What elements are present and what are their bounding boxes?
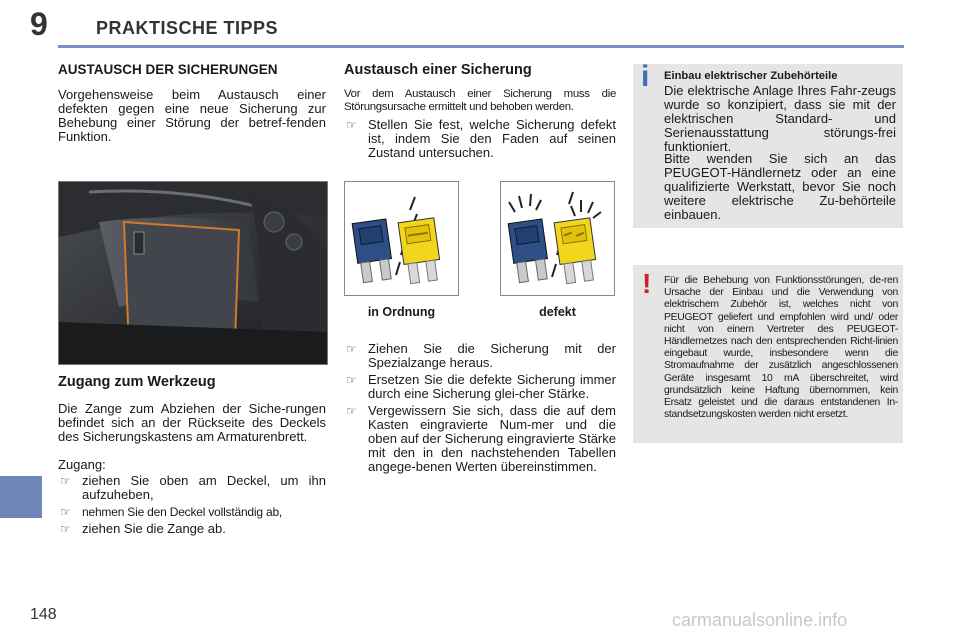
tool-steps-list bbox=[58, 474, 326, 539]
list-item: ☞ ziehen Sie oben am Deckel, um ihn aufzuheben, bbox=[60, 473, 326, 502]
fuse-defective-label: defekt bbox=[539, 305, 576, 319]
list-item: ☞ Ersetzen Sie die defekte Sicherung immer durch eine Sicherung glei-cher Stärke. bbox=[346, 372, 616, 401]
tool-heading: Zugang zum Werkzeug bbox=[58, 374, 216, 390]
dashboard-illustration bbox=[59, 182, 327, 364]
middle-intro: Vor dem Austausch einer Sicherung muss die Störungsursache ermittelt und behoben werden. bbox=[344, 88, 616, 113]
info-icon: i bbox=[641, 60, 650, 93]
dashboard-photo bbox=[58, 181, 328, 365]
tool-text: Die Zange zum Abziehen der Siche-rungen befindet sich an der Rückseite des Deckels des Sicherungskastens am Armaturenbrett. bbox=[58, 401, 326, 444]
info-title: Einbau elektrischer Zubehörteile bbox=[664, 70, 838, 82]
fuse-ok-label: in Ordnung bbox=[367, 305, 436, 319]
warning-icon: ! bbox=[642, 268, 652, 299]
chapter-number: 9 bbox=[30, 6, 48, 42]
warning-text: Für die Behebung von Funktionsstörungen, de-ren Ursache der Einbau und die Verwendung von elektrischem Zubehör ist, welches nicht von PEUGEOT geliefert und empfohlen wird und/ oder nicht von einem Vertreter des PEUGEOT-Händlernetzes nach den entsprechenden Richt-linien eingebaut wurde, insbesondere wenn die Stromaufnahme der zusätzlich angeschlossenen Geräte insgesamt 10 mA überschreitet, wird grundsätzlich keine Haftung übernommen, kein Ersatz geleistet und die daraus entstandenen In-standsetzungskosten werden nicht ersetzt. bbox=[664, 275, 898, 421]
chapter-side-tab bbox=[0, 476, 42, 518]
pointing-hand-icon: ☞ bbox=[346, 404, 357, 418]
pointing-hand-icon: ☞ bbox=[346, 342, 357, 356]
replace-steps-list bbox=[344, 342, 616, 477]
intro-text: Vorgehensweise beim Austausch einer defekten gegen eine neue Sicherung zur Behebung einer Störung der betref-fenden Funktion. bbox=[58, 87, 326, 144]
header-rule bbox=[58, 45, 904, 48]
list-item: ☞ ziehen Sie die Zange ab. bbox=[60, 521, 226, 536]
pointing-hand-icon: ☞ bbox=[346, 118, 357, 132]
chapter-title: PRAKTISCHE TIPPS bbox=[96, 18, 279, 38]
watermark: carmanualsonline.info bbox=[672, 610, 848, 630]
fuse-ok-illustration bbox=[344, 181, 459, 296]
list-item: ☞ nehmen Sie den Deckel vollständig ab, bbox=[60, 505, 283, 519]
info-paragraph-1: Die elektrische Anlage Ihres Fahr-zeugs wurde so konzipiert, dass sie mit der elektrischen Standard- und Serienausstattung störungs-frei funktioniert. bbox=[664, 83, 896, 154]
list-item: ☞ Vergewissern Sie sich, dass die auf dem Kasten eingravierte Num-mer und die oben auf der Sicherung eingravierte Stärke mit den in den nachstehenden Tabellen angege-benen Werten übereinstimmen. bbox=[346, 403, 616, 474]
pointing-hand-icon: ☞ bbox=[346, 373, 357, 387]
pointing-hand-icon: ☞ bbox=[60, 522, 71, 536]
list-item: ☞ Ziehen Sie die Sicherung mit der Spezialzange heraus. bbox=[346, 341, 616, 370]
pointing-hand-icon: ☞ bbox=[60, 505, 71, 519]
info-paragraph-2: Bitte wenden Sie sich an das PEUGEOT-Händlernetz oder an eine qualifizierte Werkstatt, bevor Sie noch weitere elektrische Zu-behörteile einbauen. bbox=[664, 151, 896, 222]
middle-heading: Austausch einer Sicherung bbox=[344, 62, 532, 78]
section-title: AUSTAUSCH DER SICHERUNGEN bbox=[58, 62, 278, 77]
tool-subheading: Zugang: bbox=[58, 457, 106, 472]
fuse-defective-illustration bbox=[500, 181, 615, 296]
check-step bbox=[344, 118, 616, 163]
page-number: 148 bbox=[30, 606, 57, 623]
list-item: ☞ Stellen Sie fest, welche Sicherung defekt ist, indem Sie den Faden auf seinen Zustand untersuchen. bbox=[346, 117, 616, 160]
pointing-hand-icon: ☞ bbox=[60, 474, 71, 488]
